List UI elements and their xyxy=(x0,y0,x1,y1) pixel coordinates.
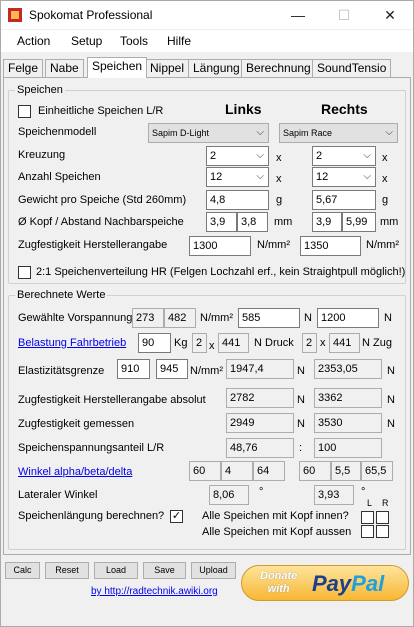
upload-button[interactable]: Upload xyxy=(191,562,236,579)
tab-nippel[interactable]: Nippel xyxy=(145,59,189,77)
kopf-rechts-durchmesser-input[interactable]: 3,9 xyxy=(312,212,342,232)
tab-felge[interactable]: Felge xyxy=(3,59,43,77)
modell-label: Speichenmodell xyxy=(18,126,97,138)
group-berechnete-title: Berechnete Werte xyxy=(17,289,106,301)
vorspannung-links-n: N xyxy=(304,312,312,324)
paypal-donate-word: Donate xyxy=(260,570,298,582)
kopf-l-header: L xyxy=(367,498,373,508)
chevron-down-icon: ⌵ xyxy=(256,127,264,138)
lateral-links-value: 8,06 xyxy=(209,485,249,505)
vorspannung-rechts-input[interactable]: 1200 xyxy=(317,308,379,328)
kopf-innen-links-checkbox[interactable] xyxy=(361,511,374,524)
belastung-kg-unit: Kg xyxy=(174,337,188,349)
elast-rechts-value: 2353,05 xyxy=(314,359,382,379)
anteil-rechts-value: 100 xyxy=(314,438,382,458)
kopf-aussen-links-checkbox[interactable] xyxy=(361,525,374,538)
tab-speichen[interactable]: Speichen xyxy=(87,57,147,78)
modell-rechts-value: Sapim Race xyxy=(283,128,333,138)
paypal-logo-pay: Pay xyxy=(312,571,352,596)
belastung-link[interactable]: Belastung Fahrbetrieb xyxy=(18,337,127,349)
paypal-logo xyxy=(312,571,384,597)
minimize-icon[interactable]: — xyxy=(291,7,305,23)
close-icon[interactable]: ✕ xyxy=(384,7,396,23)
winkel-beta-rechts-value: 5,5 xyxy=(331,461,361,481)
paypal-with-word: with xyxy=(267,583,290,595)
elast-unit: N/mm² xyxy=(190,365,223,377)
kopf-aussen-rechts-checkbox[interactable] xyxy=(376,525,389,538)
zug-gem-label: Zugfestigkeit gemessen xyxy=(18,418,135,430)
chevron-down-icon: ⌵ xyxy=(385,127,393,138)
anteil-label: Speichenspannungsanteil L/R xyxy=(18,442,165,454)
zug-faktor-value: 2 xyxy=(302,333,317,353)
footer-link[interactable]: by http://radtechnik.awiki.org xyxy=(91,586,218,597)
anzahl-rechts-select[interactable] xyxy=(312,167,376,187)
kreuzung-rechts-value: 2 xyxy=(316,150,323,162)
belastung-kg-input[interactable]: 90 xyxy=(138,333,171,353)
kopf-aussen-label: Alle Speichen mit Kopf aussen xyxy=(202,526,352,538)
calc-button[interactable]: Calc xyxy=(5,562,40,579)
druck-wert-value: 441 xyxy=(218,333,249,353)
gewicht-links-input[interactable]: 4,8 xyxy=(206,190,269,210)
menu-action[interactable]: Action xyxy=(17,34,51,48)
kopf-links-durchmesser-input[interactable]: 3,9 xyxy=(206,212,237,232)
einheitlich-checkbox[interactable] xyxy=(18,105,31,118)
anzahl-rechts-x: x xyxy=(382,173,388,185)
zug-gem-links-value: 2949 xyxy=(226,413,294,433)
tab-nabe[interactable]: Nabe xyxy=(45,59,84,77)
elast-rechts-input[interactable]: 945 xyxy=(156,359,188,379)
kreuzung-links-x: x xyxy=(276,152,282,164)
header-rechts: Rechts xyxy=(321,101,368,117)
modell-rechts-select[interactable] xyxy=(279,123,398,143)
window-title: Spokomat Professional xyxy=(29,8,153,22)
kopf-label: Ø Kopf / Abstand Nachbarspeiche xyxy=(18,216,184,228)
zug-gem-rechts-n: N xyxy=(387,418,395,430)
winkel-alpha-links-value: 60 xyxy=(189,461,221,481)
winkel-delta-links-value: 64 xyxy=(253,461,285,481)
chevron-down-icon: ⌵ xyxy=(363,171,371,182)
kopf-rechts-unit: mm xyxy=(380,216,399,228)
zug-wert-value: 441 xyxy=(329,333,360,353)
kopf-links-abstand-input[interactable]: 3,8 xyxy=(237,212,268,232)
druck-x: x xyxy=(209,340,215,352)
chevron-down-icon: ⌵ xyxy=(256,150,264,161)
elast-links-input[interactable]: 910 xyxy=(117,359,150,379)
gewicht-links-unit: g xyxy=(276,194,283,206)
elast-links-value: 1947,4 xyxy=(226,359,294,379)
kreuzung-links-select[interactable] xyxy=(206,146,269,166)
zug-abs-rechts-value: 3362 xyxy=(314,388,382,408)
zugfestigkeit-label: Zugfestigkeit Herstellerangabe xyxy=(18,239,168,251)
anzahl-links-x: x xyxy=(276,173,282,185)
zug-abs-rechts-n: N xyxy=(387,394,395,406)
app-icon xyxy=(7,7,23,23)
tab-berechnung[interactable]: Berechnung xyxy=(241,59,316,77)
zug-x: x xyxy=(320,337,326,349)
kopf-r-header: R xyxy=(382,498,389,508)
anzahl-links-select[interactable] xyxy=(206,167,269,187)
verteilung-label: 2:1 Speichenverteilung HR (Felgen Lochzahl erf., kein Straightpull möglich!) xyxy=(36,266,406,278)
zugfestigkeit-rechts-unit: N/mm² xyxy=(366,239,399,251)
menu-hilfe[interactable]: Hilfe xyxy=(167,34,192,48)
kreuzung-rechts-x: x xyxy=(382,152,388,164)
zug-gem-links-n: N xyxy=(297,418,305,430)
tab-laengung[interactable]: Längung xyxy=(188,59,245,77)
maximize-icon[interactable]: ☐ xyxy=(337,7,351,23)
zug-abs-links-value: 2782 xyxy=(226,388,294,408)
modell-links-select[interactable] xyxy=(148,123,269,143)
kopf-innen-label: Alle Speichen mit Kopf innen? xyxy=(202,510,349,522)
anteil-colon: : xyxy=(299,442,303,454)
zugfestigkeit-links-input[interactable]: 1300 xyxy=(189,236,251,256)
anteil-links-value: 48,76 xyxy=(226,438,294,458)
modell-links-value: Sapim D-Light xyxy=(152,128,210,138)
vorspannung-rechts-n: N xyxy=(384,312,392,324)
zug-label: N Zug xyxy=(362,337,392,349)
winkel-beta-links-value: 4 xyxy=(221,461,253,481)
vorspannung-label: Gewählte Vorspannung xyxy=(18,312,133,324)
menu-bar xyxy=(1,30,413,52)
vorspannung-links-value: 273 xyxy=(132,308,164,328)
winkel-alpha-rechts-value: 60 xyxy=(299,461,331,481)
lateral-links-deg: ° xyxy=(259,486,264,498)
save-button[interactable]: Save xyxy=(143,562,186,579)
zugfestigkeit-rechts-input[interactable]: 1350 xyxy=(300,236,361,256)
vorspannung-unit: N/mm² xyxy=(200,312,233,324)
elast-links-n: N xyxy=(297,365,305,377)
winkel-delta-rechts-value: 65,5 xyxy=(361,461,393,481)
zug-gem-rechts-value: 3530 xyxy=(314,413,382,433)
group-speichen-title: Speichen xyxy=(17,84,63,96)
kopf-links-unit: mm xyxy=(274,216,293,228)
header-links: Links xyxy=(225,101,262,117)
druck-label: N Druck xyxy=(254,337,294,349)
anzahl-rechts-value: 12 xyxy=(316,171,329,183)
tab-panel-speichen xyxy=(3,77,411,555)
laengung-checkbox[interactable]: ✓ xyxy=(171,510,182,522)
kreuzung-label: Kreuzung xyxy=(18,149,66,161)
kreuzung-links-value: 2 xyxy=(210,150,217,162)
zug-abs-label: Zugfestigkeit Herstellerangabe absolut xyxy=(18,394,206,406)
gewicht-rechts-unit: g xyxy=(382,194,389,206)
paypal-logo-pal: Pal xyxy=(351,571,385,596)
title-bar xyxy=(1,1,413,29)
einheitlich-label: Einheitliche Speichen L/R xyxy=(38,105,164,117)
elast-label: Elastizitätsgrenze xyxy=(18,365,105,377)
kreuzung-rechts-select[interactable] xyxy=(312,146,376,166)
winkel-link[interactable]: Winkel alpha/beta/delta xyxy=(18,466,133,478)
tab-soundtensio[interactable]: SoundTensio xyxy=(312,59,391,77)
paypal-donate-text xyxy=(260,570,297,596)
chevron-down-icon: ⌵ xyxy=(363,150,371,161)
menu-tools[interactable]: Tools xyxy=(120,34,149,48)
anzahl-links-value: 12 xyxy=(210,171,223,183)
zug-abs-links-n: N xyxy=(297,394,305,406)
vorspannung-rechts-value: 482 xyxy=(164,308,196,328)
elast-rechts-n: N xyxy=(387,365,395,377)
verteilung-checkbox[interactable] xyxy=(18,266,31,279)
vorspannung-links-input[interactable]: 585 xyxy=(238,308,300,328)
lateral-rechts-value: 3,93 xyxy=(314,485,354,505)
gewicht-label: Gewicht pro Speiche (Std 260mm) xyxy=(18,194,187,206)
tab-strip xyxy=(1,57,413,77)
kopf-rechts-abstand-input[interactable]: 5,99 xyxy=(342,212,376,232)
lateral-rechts-deg: ° xyxy=(361,486,366,498)
menu-setup[interactable]: Setup xyxy=(71,34,103,48)
druck-faktor-value: 2 xyxy=(192,333,207,353)
gewicht-rechts-input[interactable]: 5,67 xyxy=(312,190,376,210)
reset-button[interactable]: Reset xyxy=(45,562,89,579)
anzahl-label: Anzahl Speichen xyxy=(18,171,101,183)
lateral-label: Lateraler Winkel xyxy=(18,489,98,501)
kopf-innen-rechts-checkbox[interactable] xyxy=(376,511,389,524)
chevron-down-icon: ⌵ xyxy=(256,171,264,182)
load-button[interactable]: Load xyxy=(94,562,138,579)
paypal-donate-button[interactable] xyxy=(241,565,409,601)
laengung-label: Speichenlängung berechnen? xyxy=(18,510,165,522)
zugfestigkeit-links-unit: N/mm² xyxy=(257,239,290,251)
